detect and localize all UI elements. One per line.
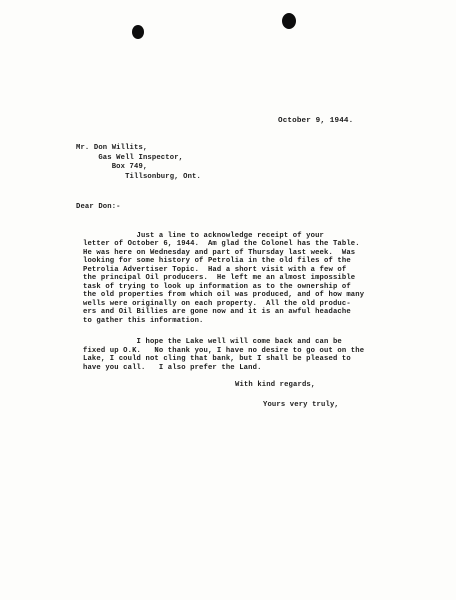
paragraph-line: looking for some history of Petrolia in the old files of the — [83, 257, 351, 266]
body-paragraph-1 — [83, 232, 364, 325]
paragraph-line: Petrolia Advertiser Topic. Had a short visit with a few of — [83, 265, 347, 274]
paragraph-line: have you call. I also prefer the Land. — [83, 363, 262, 372]
paragraph-line: I hope the Lake well will come back and can be — [83, 338, 342, 346]
paragraph-line: Just a line to acknowledge receipt of your — [83, 232, 325, 240]
address-line: Box 749, — [76, 163, 148, 172]
sign-off: Yours very truly, — [263, 401, 339, 409]
punch-hole-left — [132, 25, 144, 39]
paragraph-line: fixed up O.K. No thank you, I have no desire to go out on the — [83, 346, 365, 355]
paragraph-line: the old properties from which oil was produced, and of how many — [83, 291, 365, 300]
paragraph-line: ers and Oil Billies are gone now and it is an awful headache — [83, 308, 351, 317]
paragraph-line: task of trying to look up information as to the ownership of — [83, 282, 351, 291]
salutation: Dear Don:- — [76, 203, 121, 211]
body-paragraph-2 — [83, 338, 364, 372]
address-line: Mr. Don Willits, — [76, 144, 148, 152]
paragraph-line: Lake, I could not cling that bank, but I shall be pleased to — [83, 355, 351, 364]
complimentary-close: With kind regards, — [235, 381, 316, 389]
address-line: Tillsonburg, Ont. — [76, 173, 201, 182]
paragraph-line: He was here on Wednesday and part of Thursday last week. Was — [83, 248, 356, 257]
recipient-address — [76, 144, 201, 183]
address-line: Gas Well Inspector, — [76, 153, 184, 162]
paragraph-line: letter of October 6, 1944. Am glad the Colonel has the Table. — [83, 240, 360, 249]
paragraph-line: the principal Oil producers. He left me an almost impossible — [83, 274, 356, 283]
letter-date: October 9, 1944. — [278, 117, 354, 125]
paragraph-line: to gather this information. — [83, 316, 204, 325]
paragraph-line: wells were originally on each property. All the old produc- — [83, 299, 351, 308]
punch-hole-right — [282, 13, 296, 29]
